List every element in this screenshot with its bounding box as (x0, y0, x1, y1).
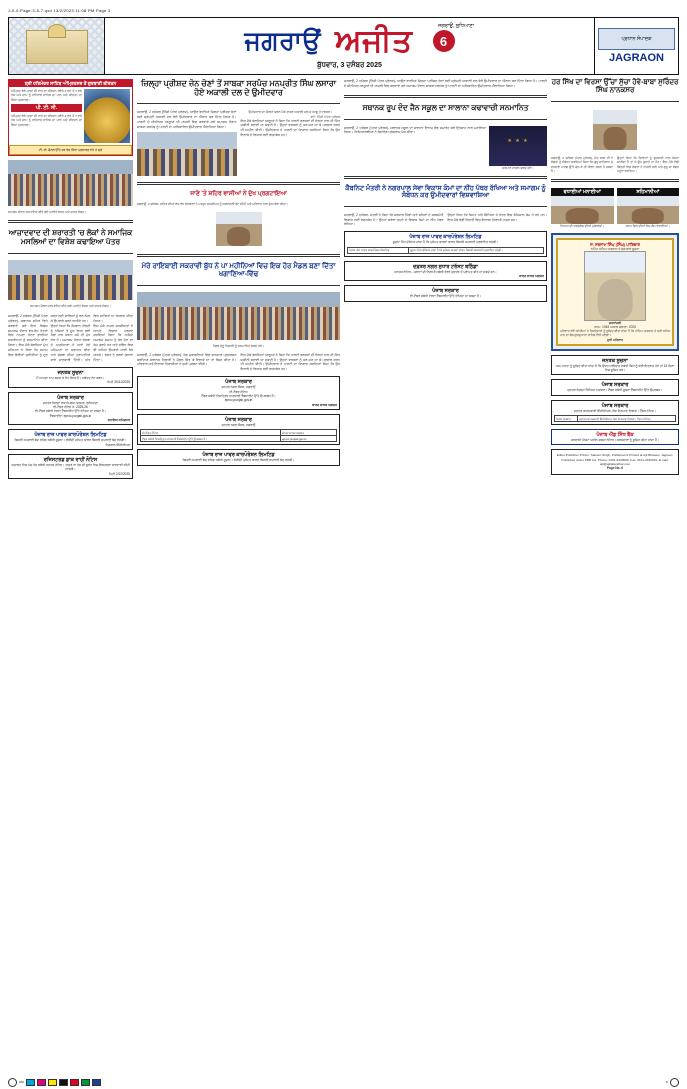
cell: ਈ-ਟੈਂਡਰ ਨੋਟਿਸ (141, 430, 281, 436)
registration-mark-icon-right (670, 1078, 679, 1087)
col2-mid-body-2: ਇਸ ਮੌਕੇ ਬੋਲਦਿਆਂ ਆਗੂਆਂ ਨੇ ਕਿਹਾ ਕਿ ਪਾਰਟੀ ਵਰਕਰਾਂ ਦੀ ਏਕਤਾ ਨਾਲ ਹੀ ਜਿੱਤ ਯਕੀਨੀ ਬਣਾਈ ਜਾ ਸਕਦੀ ਹੈ। ਉਨ੍ਹਾਂ ਵਰਕਰਾਂ ਨੂੰ ਘਰ-ਘਰ ਜਾ ਕੇ ਪ੍ਰਚਾਰ ਕਰਨ ਦੀ ਅਪੀਲ ਕੀਤੀ। ਉਮੀਦਵਾਰ ਨੇ ਪਾਰਟੀ ਦਾ ਧੰਨਵਾਦ ਕਰਦਿਆਂ ਕਿਹਾ ਕਿ ਉਹ ਇਲਾਕੇ ਦੇ ਵਿਕਾਸ ਲਈ ਵਚਨਬੱਧ ਹਨ। (240, 352, 340, 372)
notice-body: ਮੈਂ ਆਪਣਾ ਨਾਮ ਬਦਲ ਕੇ ਰੱਖ ਲਿਆ ਹੈ। ਸਬੰਧਤ ਨੋਟ ਕਰਨ। (36, 376, 105, 381)
col2-byline: ਫੋਟੋ: ਨਿੱਜੀ ਪੱਤਰ ਪ੍ਰੇਰਕ (310, 114, 340, 119)
col4-notice3-title: ਪੰਜਾਬ ਸਰਕਾਰ (601, 402, 629, 409)
golden-temple-photo (84, 89, 130, 143)
col2-bottom-ad (137, 449, 340, 465)
col4-bank-title: ਪੰਜਾਬ ਐਂਡ ਸਿੰਧ ਬੈਂਕ (596, 432, 634, 439)
col3-body-mid-2: ਉਨ੍ਹਾਂ ਕਿਹਾ ਕਿ ਸਿਹਤ ਅਤੇ ਸਿੱਖਿਆ ਦੇ ਖੇਤਰ ਵਿਚ ਬੇਮਿਸਾਲ ਕੰਮ ਹੋ ਰਹੇ ਹਨ। ਇਸ ਮੌਕੇ ਵੱਡੀ ਗਿਣਤੀ ਵਿਚ ਇਲਾਕਾ ਨਿਵਾਸੀ ਹਾਜ਼ਰ ਸਨ। (447, 212, 547, 222)
col1-body-1: ਜਗਰਾਉਂ, 2 ਦਸੰਬਰ (ਨਿੱਜੀ ਪੱਤਰ ਪ੍ਰੇਰਕ)- ਸਥਾਨਕ ਸ਼ਹਿਰ ਵਿਖੇ ਕਰਵਾਏ ਗਏ ਇਕ ਵਿਸ਼ੇਸ਼ ਸਮਾਗਮ ਦੌਰਾਨ ਵੱਖ-ਵੱਖ ਖੇਤਰਾਂ ਵਿਚ ਨਾਮਣਾ ਖੱਟਣ ਵਾਲੀਆਂ ਸ਼ਖਸੀਅਤਾਂ ਨੂੰ ਸਨਮਾਨਿਤ ਕੀਤਾ ਗਿਆ। ਇਸ ਮੌਕੇ ਬੋਲਦਿਆਂ ਮੁੱਖ ਮਹਿਮਾਨ ਨੇ ਕਿਹਾ ਕਿ ਸਮਾਜ ਵਿਚ ਫੈਲੀਆਂ ਕੁਰੀਤੀਆਂ ਨੂੰ ਦੂਰ ਕਰਨ ਲਈ ਸਾਰਿਆਂ ਨੂੰ ਰਲ-ਮਿਲ ਕੇ ਉਪਰਾਲੇ ਕਰਨੇ ਚਾਹੀਦੇ ਹਨ। (8, 313, 91, 358)
col1-court-notice-ad (8, 454, 133, 479)
page-tag: Page No. 6 (606, 466, 624, 471)
col2-tender-table (140, 429, 337, 442)
swatch-green (81, 1079, 90, 1086)
col4-notice-1 (551, 355, 679, 376)
imprint-text: Editor-Publisher-Printer: Satnam Singh, Published & Printed at Ajit Bhawan, Jagraon. Published under PRB Act. Phone: 0161-2430000, Fax: 0161-2430001. E-mail: ajit@ajitjalandhar.com (556, 453, 674, 467)
col2-bottom-ad-body: ਬਿਜਲੀ ਸਪਲਾਈ ਬੰਦ ਰਹਿਣ ਸਬੰਧੀ ਸੂਚਨਾ। ਲੋੜੀਂਦੀ ਮੁਰੰਮਤ ਕਾਰਨ ਬਿਜਲੀ ਸਪਲਾਈ ਬੰਦ ਰਹੇਗੀ। (182, 458, 295, 463)
col4-imprint-box (551, 449, 679, 474)
col4-notice3-table (554, 415, 676, 422)
col3-ad-title: ਪੰਜਾਬ ਰਾਜ ਪਾਵਰ ਕਾਰਪੋਰੇਸ਼ਨ ਲਿਮਟਿਡ (409, 234, 482, 241)
col2-sub-body: ਜਗਰਾਉਂ, 2 ਦਸੰਬਰ- ਸ਼ਹਿਰ ਦੀਆਂ ਵੱਖ-ਵੱਖ ਸੰਸਥਾਵਾਂ ਨੇ ਮਰਹੂਮ ਸ਼ਖਸੀਅਤ ਨੂੰ ਸ਼ਰਧਾਂਜਲੀ ਭੇਟ ਕੀਤੀ ਅਤੇ ਪਰਿਵਾਰ ਨਾਲ ਦੁੱਖ ਸਾਂਝਾ ਕੀਤਾ। (137, 202, 289, 207)
col4-section2-photo (617, 196, 680, 224)
col2-body-1: ਜਗਰਾਉਂ, 2 ਦਸੰਬਰ (ਨਿੱਜੀ ਪੱਤਰ ਪ੍ਰੇਰਕ)- ਆਉਣ ਵਾਲੀਆਂ ਜ਼ਿਲ੍ਹਾ ਪ੍ਰੀਸ਼ਦ ਚੋਣਾਂ ਲਈ ਸ਼੍ਰੋਮਣੀ ਅਕਾਲੀ ਦਲ ਵੱਲੋਂ ਉਮੀਦਵਾਰ ਦਾ ਐਲਾਨ ਕਰ ਦਿੱਤਾ ਗਿਆ ਹੈ। ਪਾਰਟੀ ਦੇ ਸੀਨੀਅਰ ਆਗੂਆਂ ਦੀ ਹਾਜ਼ਰੀ ਵਿਚ ਕਰਵਾਏ ਗਏ ਸਮਾਗਮ ਦੌਰਾਨ ਸਾਬਕਾ ਸਰਪੰਚ ਨੂੰ ਪਾਰਟੀ ਦਾ ਅਧਿਕਾਰਿਤ ਉਮੀਦਵਾਰ ਐਲਾਨਿਆ ਗਿਆ। (137, 110, 237, 130)
pspcl-footer: ਨਿਗਰਾਨ ਇੰਜੀਨੀਅਰ (105, 442, 130, 447)
ad-footer: ਟੀ. ਵੀ. ਚੈਨਲ ਉੱਤੇ ਹਰ ਰੋਜ਼ ਸਿੱਧਾ ਪ੍ਰਸਾਰਣ ਵੇਖੋ ਤੇ ਸੁਣੋ (9, 145, 132, 155)
notice-date: ਮਿਤੀ 30/11/2025 (107, 380, 130, 385)
court-notice-footer: ਮਿਤੀ 2/12/2025 (108, 471, 130, 476)
court-notice-body: ਅਦਾਲਤ ਵਿਚ ਪੇਸ਼ ਹੋਣ ਸਬੰਧੀ ਜਨਤਕ ਨੋਟਿਸ। ਹਾਜ਼ਰ ਨਾ ਹੋਣ ਦੀ ਸੂਰਤ ਵਿਚ ਇਕਤਰਫ਼ਾ ਕਾਰਵਾਈ ਕੀਤੀ ਜਾਵੇਗੀ। (11, 462, 130, 472)
col4-notice2-title: ਪੰਜਾਬ ਸਰਕਾਰ (601, 382, 629, 389)
col2-mid-photo (137, 292, 340, 340)
col1-body-2: ਉਨ੍ਹਾਂ ਕਿਹਾ ਕਿ ਨੌਜਵਾਨ ਪੀੜ੍ਹੀ ਨੂੰ ਨਸ਼ਿਆਂ ਤੋਂ ਦੂਰ ਰੱਖਣ ਲਈ ਖੇਡਾਂ ਨਾਲ ਜੋੜਨਾ ਸਮੇਂ ਦੀ ਮੁੱਖ ਲੋੜ ਹੈ। ਸਮਾਗਮ ਦੌਰਾਨ ਸੰਸਥਾ ਦੇ ਅਹੁਦੇਦਾਰਾਂ ਨੇ ਆਏ ਹੋਏ ਮਹਿਮਾਨਾਂ ਦਾ ਸਵਾਗਤ ਕੀਤਾ ਅਤੇ ਸੰਸਥਾ ਦੀਆਂ ਪ੍ਰਾਪਤੀਆਂ ਬਾਰੇ ਜਾਣਕਾਰੀ ਦਿੱਤੀ। ਅੰਤ ਵਿਚ ਸਾਰਿਆਂ ਦਾ ਧੰਨਵਾਦ ਕੀਤਾ ਗਿਆ। (50, 313, 133, 363)
col1-crowd-photo (8, 160, 133, 206)
masthead-right-top: ਪ੍ਰਧਾਨ ਸੰਪਾਦਕ (598, 28, 675, 50)
col2-ad2-title: ਪੰਜਾਬ ਸਰਕਾਰ (225, 416, 252, 423)
column-4 (551, 79, 679, 479)
swatch-blue (92, 1079, 101, 1086)
masthead-temple-art (9, 18, 105, 74)
color-registration-bar (8, 1077, 679, 1087)
col3-ad2-footer: ਕਾਰਜ ਸਾਧਕ ਅਫ਼ਸਰ (518, 274, 544, 279)
col1-crowd-caption: ਸਮਾਗਮ ਦੌਰਾਨ ਸਨਮਾਨਿਤ ਕੀਤੇ ਗਏ ਪਤਵੰਤੇ ਸੱਜਣ ਅਤੇ ਹਾਜ਼ਰ ਸੰਗਤ। (8, 210, 87, 214)
col1-group-photo (8, 260, 133, 300)
col3-ad2-body: ਜਨਤਕ ਨੋਟਿਸ - ਪਲਾਟਾਂ ਦੀ ਨਿਲਾਮੀ ਸਬੰਧੀ ਵੇਰਵੇ ਦਫ਼ਤਰ ਤੋਂ ਪ੍ਰਾਪਤ ਕੀਤੇ ਜਾ ਸਕਦੇ ਹਨ। (394, 269, 497, 274)
swatch-magenta (37, 1079, 46, 1086)
col4-body-2: ਉਨ੍ਹਾਂ ਕਿਹਾ ਕਿ ਨੌਜਵਾਨਾਂ ਨੂੰ ਗੁਰਬਾਣੀ ਨਾਲ ਜੋੜਨਾ ਚਾਹੀਦਾ ਹੈ ਤਾਂ ਜੋ ਉਹ ਕੁਰਾਹੇ ਨਾ ਪੈਣ। ਇਸ ਮੌਕੇ ਵੱਡੀ ਗਿਣਤੀ ਵਿਚ ਸੰਗਤਾਂ ਨੇ ਹਾਜ਼ਰੀ ਭਰੀ ਅਤੇ ਗੁਰੂ ਕਾ ਲੰਗਰ ਅਟੁੱਟ ਵਰਤਿਆ। (617, 156, 679, 174)
col2-ad-sub: ਦਫ਼ਤਰ ਨਗਰ ਕੌਂਸਲ, ਜਗਰਾਉਂ (221, 385, 256, 390)
swatch-cyan (26, 1079, 35, 1086)
govt-ad-line-1: ਈ-ਟੈਂਡਰ ਸਬੰਧੀ ਵੇਰਵਾ ਵੈੱਬਸਾਈਟ ਉੱਤੇ ਵੇਖਿਆ ਜਾ ਸਕਦਾ ਹੈ। (34, 409, 107, 414)
col1-lead-headline: ਆਜ਼ਾਦਵਾਦ ਦੀ ਸ਼ਰਾਰਤੀ 'ਚ ਲੋਕਾਂ ਨੇ ਸਮਾਜਿਕ ਮਸਲਿਆਂ ਦਾ ਵਿਸ਼ੇਸ਼ ਕਢਾਇਆ ਪੱਤਰ (8, 228, 133, 246)
col2-headline: ਜ਼ਿਲ੍ਹਾ ਪ੍ਰੀਸ਼ਦ ਜ਼ੋਨ ਚੋਣਾਂ ਤੋਂ ਸਾਬਕਾ ਸਰਪੰਚ ਮਨਪ੍ਰੀਤ ਸਿੰਘ ਲਸਾਰਾ ਹੋਏ ਅਕਾਲੀ ਦਲ ਦੇ ਉਮੀਦਵਾਰ (141, 79, 336, 98)
col4-notice3-body: ਦਫ਼ਤਰ ਕਾਰਜਕਾਰੀ ਇੰਜੀਨੀਅਰ, ਲੋਕ ਨਿਰਮਾਣ ਵਿਭਾਗ। ਟੈਂਡਰ ਨੋਟਿਸ। (573, 408, 657, 413)
masthead (8, 17, 679, 75)
col3-ad2-title: ਦਫ਼ਤਰ ਨਗਰ ਸੁਧਾਰ ਟਰੱਸਟ ਬਠਿੰਡਾ (413, 263, 478, 270)
col4-headline: ਹਰ ਸਿੱਖ ਦਾ ਵਿਰਸਾ ਉੱਚਾ ਸੁੱਚਾ ਹੋਵੇ-ਬਾਬਾ ਸੁਰਿੰਦਰ ਸਿੰਘ ਨਾਨਕਸਰ (551, 79, 679, 95)
cell: ਪੰਜਾਬ ਸਰਕਾਰ (555, 416, 578, 422)
colorbar-label-2: K (665, 1080, 668, 1084)
col4-section1-photo (551, 196, 614, 224)
obit-sub: ਨਮਿੱਤ ਅੰਤਿਮ ਅਰਦਾਸ ਤੇ ਭੋਗ ਬਾਰੇ ਸੂਚਨਾ (590, 246, 640, 251)
ad-header: ਸ਼੍ਰੀ ਹਰਿਮੰਦਰ ਸਾਹਿਬ ਅੰਮ੍ਰਿਤਸਰ ਤੋਂ ਗੁਰਬਾਣੀ ਕੀਰਤਨ (9, 80, 132, 87)
col3-bottom-ad (344, 285, 547, 301)
col4-notice2-body: ਦਫ਼ਤਰ ਜ਼ਿਲ੍ਹਾ ਸਿੱਖਿਆ ਅਫ਼ਸਰ। ਟੈਂਡਰ ਸਬੰਧੀ ਸੂਚਨਾ ਵੈੱਬਸਾਈਟ ਉੱਤੇ ਉਪਲਬਧ। (567, 388, 663, 393)
obit-photo (584, 251, 646, 321)
masthead-date: ਬੁੱਧਵਾਰ, 3 ਦਸੰਬਰ 2025 (317, 61, 382, 69)
court-notice-title: ਰਜਿਸਟਰਡ ਡਾਕ ਰਾਹੀਂ ਨੋਟਿਸ (43, 456, 98, 463)
column-1 (8, 79, 133, 479)
page-number-badge: 6 (433, 30, 455, 52)
col3-ad-table (347, 247, 544, 254)
cell: ਕਾਰਜ ਸਾਧਕ ਅਫ਼ਸਰ (281, 430, 337, 436)
crop-mark-text: J-0-0-Page-3-6-7.qxd 13/2/2023 11:08 PM Page 3 (8, 8, 111, 13)
col4-section2-caption: ਜਨਮ ਦਿਨ ਦੀਆਂ ਲੱਖ-ਲੱਖ ਵਧਾਈਆਂ। (625, 224, 670, 229)
obit-body: ਪਰਿਵਾਰ ਵੱਲੋਂ ਸਨੇਹੀਆਂ ਤੇ ਰਿਸ਼ਤੇਦਾਰਾਂ ਨੂੰ ਸੂਚਿਤ ਕੀਤਾ ਜਾਂਦਾ ਹੈ ਕਿ ਅੰਤਿਮ ਅਰਦਾਸ ਤੇ ਸ੍ਰੀ ਸਹਿਜ ਪਾਠ ਦਾ ਭੋਗ ਗੁਰਦੁਆਰਾ ਸਾਹਿਬ ਵਿਖੇ ਪਵੇਗਾ। (560, 329, 670, 338)
govt-ad-line-0: ਈ-ਟੈਂਡਰ ਨੋਟਿਸ ਨੰ. 2025-26 (53, 405, 88, 410)
col4-notice-2 (551, 379, 679, 395)
ad-body: ਅੰਮ੍ਰਿਤ ਵੇਲੇ ਆਸਾ ਦੀ ਵਾਰ ਦਾ ਕੀਰਤਨ ਸਵੇਰੇ 4 ਵਜੇ ਤੋਂ 7 ਵਜੇ ਤੱਕ ਅਤੇ ਸ਼ਾਮ ਨੂੰ ਰਹਿਰਾਸ ਸਾਹਿਬ ਦਾ ਪਾਠ ਅਤੇ ਕੀਰਤਨ ਦਾ ਸਿੱਧਾ ਪ੍ਰਸਾਰਣ। (11, 89, 82, 102)
col1-body-3: ਇਸ ਮੌਕੇ ਹਾਜ਼ਰ ਸ਼ਖਸੀਅਤਾਂ ਨੇ ਆਪਣੇ ਵਿਚਾਰ ਪ੍ਰਗਟ ਕਰਦਿਆਂ ਕਿਹਾ ਕਿ ਅਜਿਹੇ ਸਮਾਗਮ ਸਮਾਜ ਨੂੰ ਸੇਧ ਦੇਣ ਦਾ ਕੰਮ ਕਰਦੇ ਹਨ ਅਤੇ ਭਵਿੱਖ ਵਿਚ ਵੀ ਅਜਿਹੇ ਉਪਰਾਲੇ ਜਾਰੀ ਰੱਖੇ ਜਾਣਗੇ। ਸੰਗਤ ਨੇ ਭਰਵਾਂ ਹੁੰਗਾਰਾ ਦਿੱਤਾ। (93, 323, 133, 363)
col2-ad-title: ਪੰਜਾਬ ਸਰਕਾਰ (225, 379, 252, 386)
col3-headline-top: ਸਥਾਨਕ ਰੂਪ ਦੰਦ ਜੈਨ ਸਕੂਲ ਦਾ ਸਾਲਾਨਾ ਕਢਾਵਾਚੀ ਸਨਮਾਨਿਤ (362, 102, 529, 112)
masthead-brand: JAGRAON (608, 52, 664, 64)
col4-notice-3 (551, 400, 679, 425)
registration-mark-icon (8, 1078, 17, 1087)
column-2 (137, 79, 340, 479)
col3-pspcl-ad (344, 231, 547, 256)
col2-body-2: ਇਸ ਮੌਕੇ ਬੋਲਦਿਆਂ ਆਗੂਆਂ ਨੇ ਕਿਹਾ ਕਿ ਪਾਰਟੀ ਵਰਕਰਾਂ ਦੀ ਏਕਤਾ ਨਾਲ ਹੀ ਜਿੱਤ ਯਕੀਨੀ ਬਣਾਈ ਜਾ ਸਕਦੀ ਹੈ। ਉਨ੍ਹਾਂ ਵਰਕਰਾਂ ਨੂੰ ਘਰ-ਘਰ ਜਾ ਕੇ ਪ੍ਰਚਾਰ ਕਰਨ ਦੀ ਅਪੀਲ ਕੀਤੀ। ਉਮੀਦਵਾਰ ਨੇ ਪਾਰਟੀ ਦਾ ਧੰਨਵਾਦ ਕਰਦਿਆਂ ਕਿਹਾ ਕਿ ਉਹ ਇਲਾਕੇ ਦੇ ਵਿਕਾਸ ਲਈ ਵਚਨਬੱਧ ਹਨ। (240, 118, 340, 138)
col4-section1-title: ਵਧਾਈਆਂ ਮਨਾਈਆਂ (551, 188, 614, 196)
obit-top-label: ਸ਼ਰਧਾਂਜਲੀ (608, 320, 622, 325)
col2-ad-footer: ਕਾਰਜ ਸਾਧਕ ਅਫ਼ਸਰ (311, 402, 337, 407)
col3-trust-ad (344, 261, 547, 282)
col2-ad-line-2: eproc.punjab.gov.in (224, 398, 253, 403)
masthead-top-small: ਜਗਰਾਉਂ, ਲੁਧਿਆਣਾ (438, 23, 474, 29)
col4-notice1-body: ਆਮ ਜਨਤਾ ਨੂੰ ਸੂਚਿਤ ਕੀਤਾ ਜਾਂਦਾ ਹੈ ਕਿ ਉਕਤ ਜਾਇਦਾਦ ਸਬੰਧੀ ਕਿਸੇ ਨੂੰ ਕੋਈ ਇਤਰਾਜ਼ ਹੋਵੇ ਤਾਂ 15 ਦਿਨਾਂ ਵਿਚ ਸੂਚਿਤ ਕਰੇ। (555, 363, 675, 373)
swatch-red (70, 1079, 79, 1086)
col4-section1-caption: ਵਿਆਹ ਦੀ ਵਰ੍ਹੇਗੰਢ ਦੀਆਂ ਮੁਬਾਰਕਾਂ। (560, 224, 605, 229)
swatch-yellow (48, 1079, 57, 1086)
swatch-black (59, 1079, 68, 1086)
crop-marks (8, 6, 679, 15)
col2-sub-headline: ਜਾਣੋ 'ਤੇ ਸ਼ਹਿਰ ਵਾਸੀਆਂ ਨੇ ਦੁੱਖ ਪ੍ਰਗਟਾਇਆ (190, 191, 287, 198)
col2-portrait-photo (216, 212, 262, 246)
govt-ad-sub: ਦਫ਼ਤਰ ਜ਼ਿਲ੍ਹਾ ਲੋਕ ਸੰਪਰਕ ਅਫ਼ਸਰ, ਲੁਧਿਆਣਾ (43, 400, 98, 405)
col1-group-caption: ਸਮਾਗਮ ਦੌਰਾਨ ਸਨਮਾਨਿਤ ਕੀਤੇ ਗਏ ਪਤਵੰਤੇ ਸੱਜਣ ਅਤੇ ਹਾਜ਼ਰ ਸੰਗਤ। (30, 303, 111, 308)
col3-body-mid: ਜਗਰਾਉਂ, 2 ਦਸੰਬਰ- ਮੰਤਰੀ ਨੇ ਕਿਹਾ ਕਿ ਸਰਕਾਰ ਪਿੰਡਾਂ ਅਤੇ ਸ਼ਹਿਰਾਂ ਦੇ ਸਰਬਪੱਖੀ ਵਿਕਾਸ ਲਈ ਵਚਨਬੱਧ ਹੈ। ਉਨ੍ਹਾਂ ਕਰੋੜਾਂ ਰੁਪਏ ਦੇ ਵਿਕਾਸ ਕੰਮਾਂ ਦਾ ਨੀਂਹ ਪੱਥਰ ਰੱਖਿਆ। (344, 212, 444, 227)
col4-section2-title: ਸਹਿਮਾਨੀਆਂ (617, 188, 680, 196)
col2-govt-ad-2 (137, 414, 340, 445)
col2-group-photo (137, 132, 237, 176)
colorbar-label-0: CM (19, 1080, 24, 1084)
edition-title: ਜਗਰਾਉਂ (244, 26, 321, 55)
col4-notice1-title: ਜਨਤਕ ਸੂਚਨਾ (602, 357, 628, 364)
col3-ad-body: ਸੂਚਨਾ ਹਿੱਤ ਦੱਸਿਆ ਜਾਂਦਾ ਹੈ ਕਿ ਮੁਰੰਮਤ ਕਾਰਜਾਂ ਕਾਰਨ ਬਿਜਲੀ ਸਪਲਾਈ ਪ੍ਰਭਾਵਿਤ ਰਹੇਗੀ। (392, 240, 499, 245)
col2-ad-line-1: ਟੈਂਡਰ ਸਬੰਧੀ ਵਿਸਤ੍ਰਿਤ ਜਾਣਕਾਰੀ ਵੈੱਬਸਾਈਟ ਉੱਤੇ ਉਪਲਬਧ ਹੈ। (201, 393, 276, 398)
content-grid (8, 79, 679, 479)
gurbani-kirtan-ad (8, 79, 133, 156)
cell: eproc.punjab.gov.in (281, 436, 337, 442)
govt-ad-footer: ਸਹਾਇਕ ਕਮਿਸ਼ਨਰ (107, 417, 130, 422)
cell: ਸੂਚਨਾ ਹਿੱਤ ਦੱਸਿਆ ਜਾਂਦਾ ਹੈ ਕਿ ਮੁਰੰਮਤ ਕਾਰਜਾਂ ਕਾਰਨ ਬਿਜਲੀ ਸਪਲਾਈ ਪ੍ਰਭਾਵਿਤ ਰਹੇਗੀ। (409, 247, 544, 253)
pspcl-body: ਬਿਜਲੀ ਸਪਲਾਈ ਬੰਦ ਰਹਿਣ ਸਬੰਧੀ ਸੂਚਨਾ। ਲੋੜੀਂਦੀ ਮੁਰੰਮਤ ਕਾਰਨ ਬਿਜਲੀ ਸਪਲਾਈ ਬੰਦ ਰਹੇਗੀ। (14, 438, 127, 443)
col2-mid-headline: ਮੇਰੇ ਰਾਇਬਾਈ ਸਕਰਾਵੀ ਬੁੱਧ ਨੇ ਪਾ ਮਹੀਨਿਆਂ ਵਿਚ ਇਕ ਹੋਰ ਮੈਡਲ ਬਣਾ ਦਿੱਤਾ ਖਗਾਣਿਆ-ਵਿੱਢ (141, 263, 336, 279)
col4-bank-ad (551, 429, 679, 445)
col2-photo-caption: ਉਮੀਦਵਾਰ ਦਾ ਐਲਾਨ ਕਰਨ ਮੌਕੇ ਹਾਜ਼ਰ ਅਕਾਲੀ ਦਲ ਦੇ ਆਗੂ ਤੇ ਵਰਕਰ। (248, 110, 333, 115)
paper-title: ਅਜੀਤ (334, 22, 413, 58)
govt-ad-title: ਪੰਜਾਬ ਸਰਕਾਰ (57, 394, 84, 401)
cell: ਪੰਜਾਬ ਰਾਜ ਪਾਵਰ ਕਾਰਪੋਰੇਸ਼ਨ ਲਿਮਟਿਡ (348, 247, 409, 253)
col2-ad-line-0: ਈ-ਟੈਂਡਰ ਨੋਟਿਸ (229, 389, 248, 394)
col2-ad2-sub: ਦਫ਼ਤਰ ਨਗਰ ਕੌਂਸਲ, ਜਗਰਾਉਂ (221, 422, 256, 427)
masthead-right (594, 18, 678, 74)
col1-pspcl-ad (8, 429, 133, 450)
col4-obituary (551, 233, 679, 351)
col3-award-photo (489, 126, 547, 166)
ad-channel-label: ਪੀ. ਟੀ. ਸੀ. (11, 104, 82, 112)
masthead-center (105, 18, 594, 74)
notice-title: ਜਨਤਕ ਸੂਚਨਾ (57, 370, 84, 377)
col4-bank-body: ਸਰਫਾਸੀ ਐਕਟ ਅਧੀਨ ਕਬਜ਼ਾ ਨੋਟਿਸ। ਕਰਜ਼ਦਾਰਾਂ ਨੂੰ ਸੂਚਿਤ ਕੀਤਾ ਜਾਂਦਾ ਹੈ। (571, 438, 659, 443)
col3-bottom-body: ਈ-ਟੈਂਡਰ ਸਬੰਧੀ ਵੇਰਵਾ ਵੈੱਬਸਾਈਟ ਉੱਤੇ ਵੇਖਿਆ ਜਾ ਸਕਦਾ ਹੈ। (409, 294, 482, 299)
col3-bottom-title: ਪੰਜਾਬ ਸਰਕਾਰ (432, 288, 459, 295)
col3-lead-body: ਜਗਰਾਉਂ, 2 ਦਸੰਬਰ (ਨਿੱਜੀ ਪੱਤਰ ਪ੍ਰੇਰਕ)- ਆਉਣ ਵਾਲੀਆਂ ਜ਼ਿਲ੍ਹਾ ਪ੍ਰੀਸ਼ਦ ਚੋਣਾਂ ਲਈ ਸ਼੍ਰੋਮਣੀ ਅਕਾਲੀ ਦਲ ਵੱਲੋਂ ਉਮੀਦਵਾਰ ਦਾ ਐਲਾਨ ਕਰ ਦਿੱਤਾ ਗਿਆ ਹੈ। ਪਾਰਟੀ ਦੇ ਸੀਨੀਅਰ ਆਗੂਆਂ ਦੀ ਹਾਜ਼ਰੀ ਵਿਚ ਕਰਵਾਏ ਗਏ ਸਮਾਗਮ ਦੌਰਾਨ ਸਾਬਕਾ ਸਰਪੰਚ ਨੂੰ ਪਾਰਟੀ ਦਾ ਅਧਿਕਾਰਿਤ ਉਮੀਦਵਾਰ ਐਲਾਨਿਆ ਗਿਆ। (344, 79, 547, 88)
masthead-title-row (105, 23, 594, 60)
award-star-icon: ★ ★ ★ (507, 137, 529, 144)
obit-dates: ਜਨਮ: 1948 ਅਕਾਲ ਚਲਾਣਾ: 2025 (594, 324, 636, 329)
col2-govt-ad (137, 376, 340, 410)
obit-name: ਸ. ਸਤਨਾਮ ਸਿੰਘ (ਸਿੰਘ) ਪਾਰਿਵਾਰ (590, 241, 640, 247)
column-3 (344, 79, 547, 479)
col2-mid-body: ਜਗਰਾਉਂ, 2 ਦਸੰਬਰ (ਪੱਤਰ ਪ੍ਰੇਰਕ)- ਖੇਡ ਮੁਕਾਬਲਿਆਂ ਵਿਚ ਸ਼ਾਨਦਾਰ ਪ੍ਰਦਰਸ਼ਨ ਕਰਦਿਆਂ ਸਥਾਨਕ ਖਿਡਾਰੀ ਨੇ ਮੈਡਲ ਜਿੱਤ ਕੇ ਇਲਾਕੇ ਦਾ ਨਾਂ ਰੌਸ਼ਨ ਕੀਤਾ ਹੈ। ਪਰਿਵਾਰ ਅਤੇ ਇਲਾਕਾ ਨਿਵਾਸੀਆਂ ਨੇ ਖੁਸ਼ੀ ਪ੍ਰਗਟ ਕੀਤੀ। (137, 352, 237, 367)
col2-mid-caption: ਮੈਡਲ ਜੇਤੂ ਖਿਡਾਰੀ ਨੂੰ ਸਨਮਾਨਿਤ ਕਰਦੇ ਹੋਏ। (212, 344, 265, 349)
col1-govt-ad (8, 392, 133, 426)
col1-public-notice-ad (8, 367, 133, 388)
cell: ਟੈਂਡਰ ਸਬੰਧੀ ਵਿਸਤ੍ਰਿਤ ਜਾਣਕਾਰੀ ਵੈੱਬਸਾਈਟ ਉੱਤੇ ਉਪਲਬਧ ਹੈ। (141, 436, 281, 442)
col3-body-top: ਜਗਰਾਉਂ, 2 ਦਸੰਬਰ (ਪੱਤਰ ਪ੍ਰੇਰਕ)- ਸਥਾਨਕ ਸਕੂਲ ਦਾ ਸਾਲਾਨਾ ਇਨਾਮ ਵੰਡ ਸਮਾਰੋਹ ਬੜੇ ਉਤਸ਼ਾਹ ਨਾਲ ਮਨਾਇਆ ਗਿਆ। ਵਿਦਿਆਰਥੀਆਂ ਨੇ ਰੰਗਾਰੰਗ ਪ੍ਰੋਗਰਾਮ ਪੇਸ਼ ਕੀਤਾ। (344, 125, 486, 135)
ad-body-2: ਅੰਮ੍ਰਿਤ ਵੇਲੇ ਆਸਾ ਦੀ ਵਾਰ ਦਾ ਕੀਰਤਨ ਸਵੇਰੇ 4 ਵਜੇ ਤੋਂ 7 ਵਜੇ ਤੱਕ ਅਤੇ ਸ਼ਾਮ ਨੂੰ ਰਹਿਰਾਸ ਸਾਹਿਬ ਦਾ ਪਾਠ ਅਤੇ ਕੀਰਤਨ ਦਾ ਸਿੱਧਾ ਪ੍ਰਸਾਰਣ। (11, 113, 82, 127)
pspcl-title: ਪੰਜਾਬ ਰਾਜ ਪਾਵਰ ਕਾਰਪੋਰੇਸ਼ਨ ਲਿਮਟਿਡ (34, 432, 107, 439)
col4-body: ਜਗਰਾਉਂ, 2 ਦਸੰਬਰ (ਪੱਤਰ ਪ੍ਰੇਰਕ)- ਸੰਤ ਬਾਬਾ ਜੀ ਨੇ ਸੰਗਤਾਂ ਨੂੰ ਸੰਬੋਧਨ ਕਰਦਿਆਂ ਕਿਹਾ ਕਿ ਗੁਰੂ ਸਾਹਿਬਾਨ ਦੇ ਦਰਸਾਏ ਮਾਰਗ ਉੱਤੇ ਚੱਲ ਕੇ ਹੀ ਜੀਵਨ ਸਫਲ ਹੋ ਸਕਦਾ ਹੈ। (551, 156, 613, 174)
col3-award-caption: ਸਨਮਾਨ ਹਾਸਲ ਕਰਦੇ ਹੋਏ। (502, 165, 534, 170)
govt-ad-line-2: ਵੈੱਬਸਾਈਟ: eproc.punjab.gov.in (49, 413, 92, 418)
col4-saint-photo (593, 110, 637, 150)
col3-headline-mid: ਕੈਬਨਿਟ ਮੰਤਰੀ ਨੇ ਨਗਰਪਾਲ ਸੇਵਾ ਵਿਕਾਸ ਕੰਮਾਂ ਦਾ ਨੀਂਹ ਪੱਥਰ ਰੱਖਿਆ ਅਤੇ ਸਮਾਗਮ ਨੂੰ ਸੰਬੋਧਨ ਕਰ ਉਮੀਦਵਾਰਾਂ ਵਿਸ਼ਵਾਸ਼ਿਆ (345, 184, 546, 200)
obit-family: ਦੁਖੀ ਪਰਿਵਾਰ (607, 337, 623, 342)
cell: ਦਫ਼ਤਰ ਕਾਰਜਕਾਰੀ ਇੰਜੀਨੀਅਰ, ਲੋਕ ਨਿਰਮਾਣ ਵਿਭਾਗ। ਟੈਂਡਰ ਨੋਟਿਸ। (578, 416, 676, 422)
col2-bottom-ad-title: ਪੰਜਾਬ ਰਾਜ ਪਾਵਰ ਕਾਰਪੋਰੇਸ਼ਨ ਲਿਮਟਿਡ (202, 452, 275, 459)
